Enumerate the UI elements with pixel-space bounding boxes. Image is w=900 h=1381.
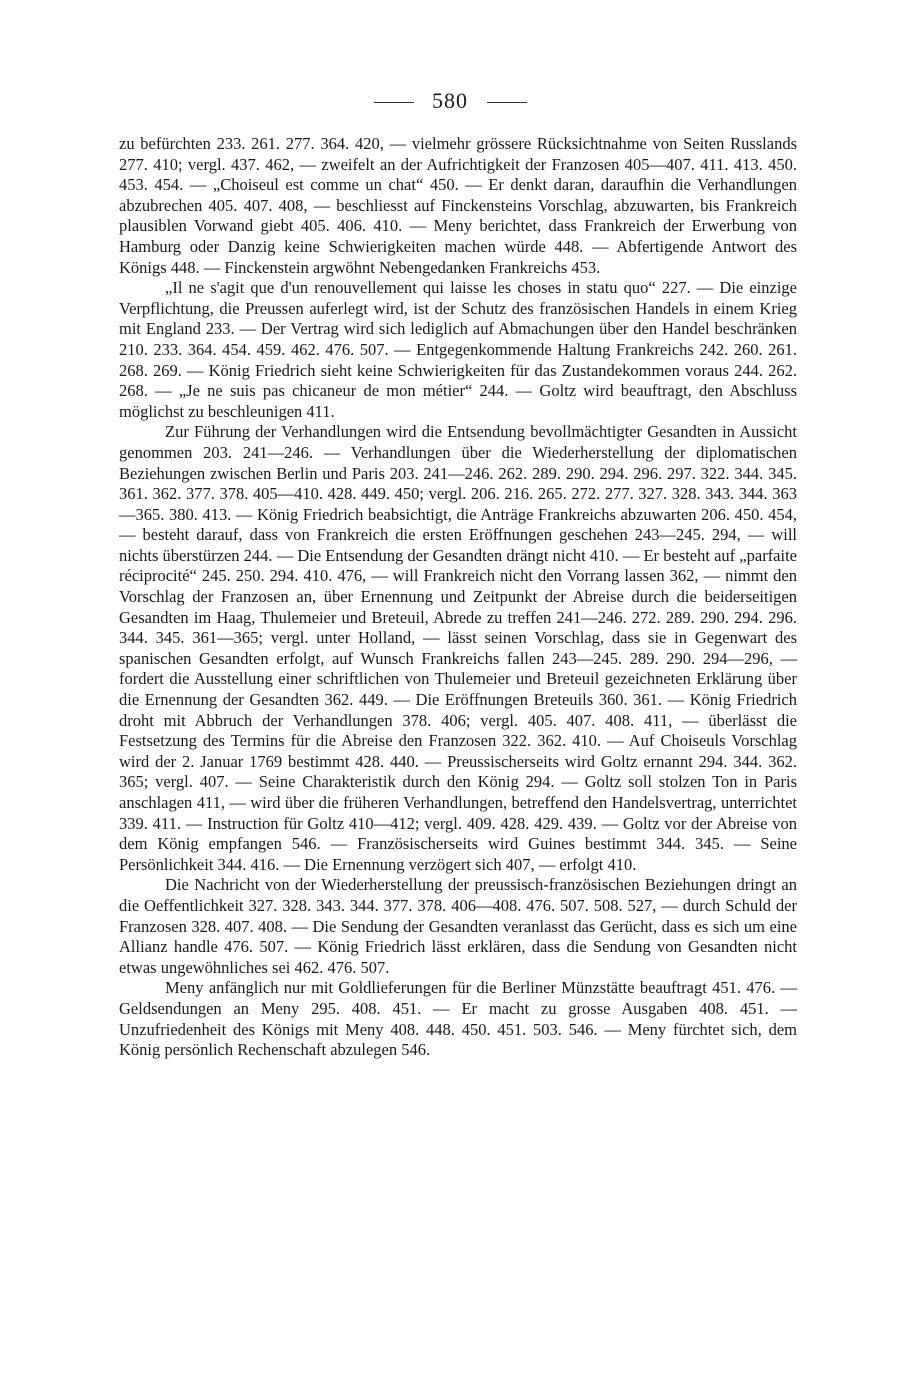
paragraph-4: Die Nachricht von der Wiederherstellung der preussisch-französischen Beziehungen dringt an die Oeffentlichkeit 327. 328. 343. 344. 377. 378. 406—408. 476. 507. 508. 527, — durch Schuld der Franzosen 328. 407. 408. — Die Sendung der Gesandten veranlasst das Gerücht, dass es sich um eine Allianz handle 476. 507. — König Friedrich lässt erklären, dass die Sendung von Gesandten nicht etwas ungewöhnliches sei 462. 476. 507. <box>119 875 797 977</box>
paragraph-5: Meny anfänglich nur mit Goldlieferungen für die Berliner Münzstätte beauftragt 451. 476. — Geldsendungen an Meny 295. 408. 451. — Er macht zu grosse Ausgaben 408. 451. — Unzufriedenheit des Königs mit Meny 408. 448. 450. 451. 503. 546. — Meny fürchtet sich, dem König persönlich Rechenschaft abzulegen 546. <box>119 978 797 1060</box>
paragraph-3: Zur Führung der Verhandlungen wird die Entsendung bevollmächtigter Gesandten in Aussicht genommen 203. 241—246. — Verhandlungen über die Wiederherstellung der diplomatischen Beziehungen zwischen Berlin und Paris 203. 241—246. 262. 289. 290. 294. 296. 297. 322. 344. 345. 361. 362. 377. 378. 405—410. 428. 449. 450; vergl. 206. 216. 265. 272. 277. 327. 328. 343. 344. 363—365. 380. 413. — König Friedrich beabsichtigt, die Anträge Frankreichs abzuwarten 206. 450. 454, — besteht darauf, dass von Frankreich die ersten Eröffnungen geschehen 243—245. 294, — will nichts überstürzen 244. — Die Entsendung der Gesandten drängt nicht 410. — Er besteht auf „parfaite réciprocité“ 245. 250. 294. 410. 476, — will Frankreich nicht den Vorrang lassen 362, — nimmt den Vorschlag der Franzosen an, über Ernennung und Zeitpunkt der Abreise durch die beiderseitigen Gesandten im Haag, Thulemeier und Breteuil, Abrede zu treffen 241—246. 272. 289. 290. 294. 296. 344. 345. 361—365; vergl. unter Holland, — lässt seinen Vorschlag, dass sie in Gegenwart des spanischen Gesandten erfolgt, auf Wunsch Frankreichs fallen 243—245. 289. 290. 294—296, — fordert die Ausstellung einer schriftlichen von Thulemeier und Breteuil gezeichneten Erklärung über die Ernennung der Gesandten 362. 449. — Die Eröffnungen Breteuils 360. 361. — König Friedrich droht mit Abbruch der Verhandlungen 378. 406; vergl. 405. 407. 408. 411, — überlässt die Festsetzung des Termins für die Abreise den Franzosen 322. 362. 410. — Auf Choiseuls Vorschlag wird der 2. Januar 1769 bestimmt 428. 440. — Preussischerseits wird Goltz ernannt 294. 344. 362. 365; vergl. 407. — Seine Charakteristik durch den König 294. — Goltz soll stolzen Ton in Paris anschlagen 411, — wird über die früheren Verhandlungen, betreffend den Handelsvertrag, unterrichtet 339. 411. — Instruction für Goltz 410—412; vergl. 409. 428. 429. 439. — Goltz vor der Abreise von dem König empfangen 546. — Französischerseits wird Guines bestimmt 344. 345. — Seine Persönlichkeit 344. 416. — Die Ernennung verzögert sich 407, — erfolgt 410. <box>119 422 797 874</box>
header-rule-left <box>374 102 414 103</box>
paragraph-1: zu befürchten 233. 261. 277. 364. 420, — vielmehr grössere Rücksichtnahme von Seiten Russlands 277. 410; vergl. 437. 462, — zweifelt an der Aufrichtigkeit der Franzosen 405—407. 411. 413. 450. 453. 454. — „Choiseul est comme un chat“ 450. — Er denkt daran, daraufhin die Verhandlungen abzubrechen 405. 407. 408, — beschliesst auf Finckensteins Vorschlag, abzuwarten, bis Frankreich plausiblen Vorwand giebt 405. 406. 410. — Meny berichtet, dass Frankreich der Erwerbung von Hamburg oder Danzig keine Schwierigkeiten machen würde 448. — Abfertigende Antwort des Königs 448. — Finckenstein argwöhnt Nebengedanken Frankreichs 453. <box>119 134 797 277</box>
paragraph-2: „Il ne s'agit que d'un renouvellement qui laisse les choses in statu quo“ 227. — Die einzige Verpflichtung, die Preussen auferlegt wird, ist der Schutz des französischen Handels in einem Krieg mit England 233. — Der Vertrag wird sich lediglich auf Abmachungen über den Handel beschränken 210. 233. 364. 454. 459. 462. 476. 507. — Entgegenkommende Haltung Frankreichs 242. 260. 261. 268. 269. — König Friedrich sieht keine Schwierigkeiten für das Zustandekommen voraus 244. 262. 268. — „Je ne suis pas chicaneur de mon métier“ 244. — Goltz wird beauftragt, den Abschluss möglichst zu beschleunigen 411. <box>119 278 797 421</box>
index-text <box>119 134 797 1061</box>
page-number: 580 <box>432 88 468 113</box>
page-header <box>0 88 900 114</box>
header-rule-right <box>487 102 527 103</box>
